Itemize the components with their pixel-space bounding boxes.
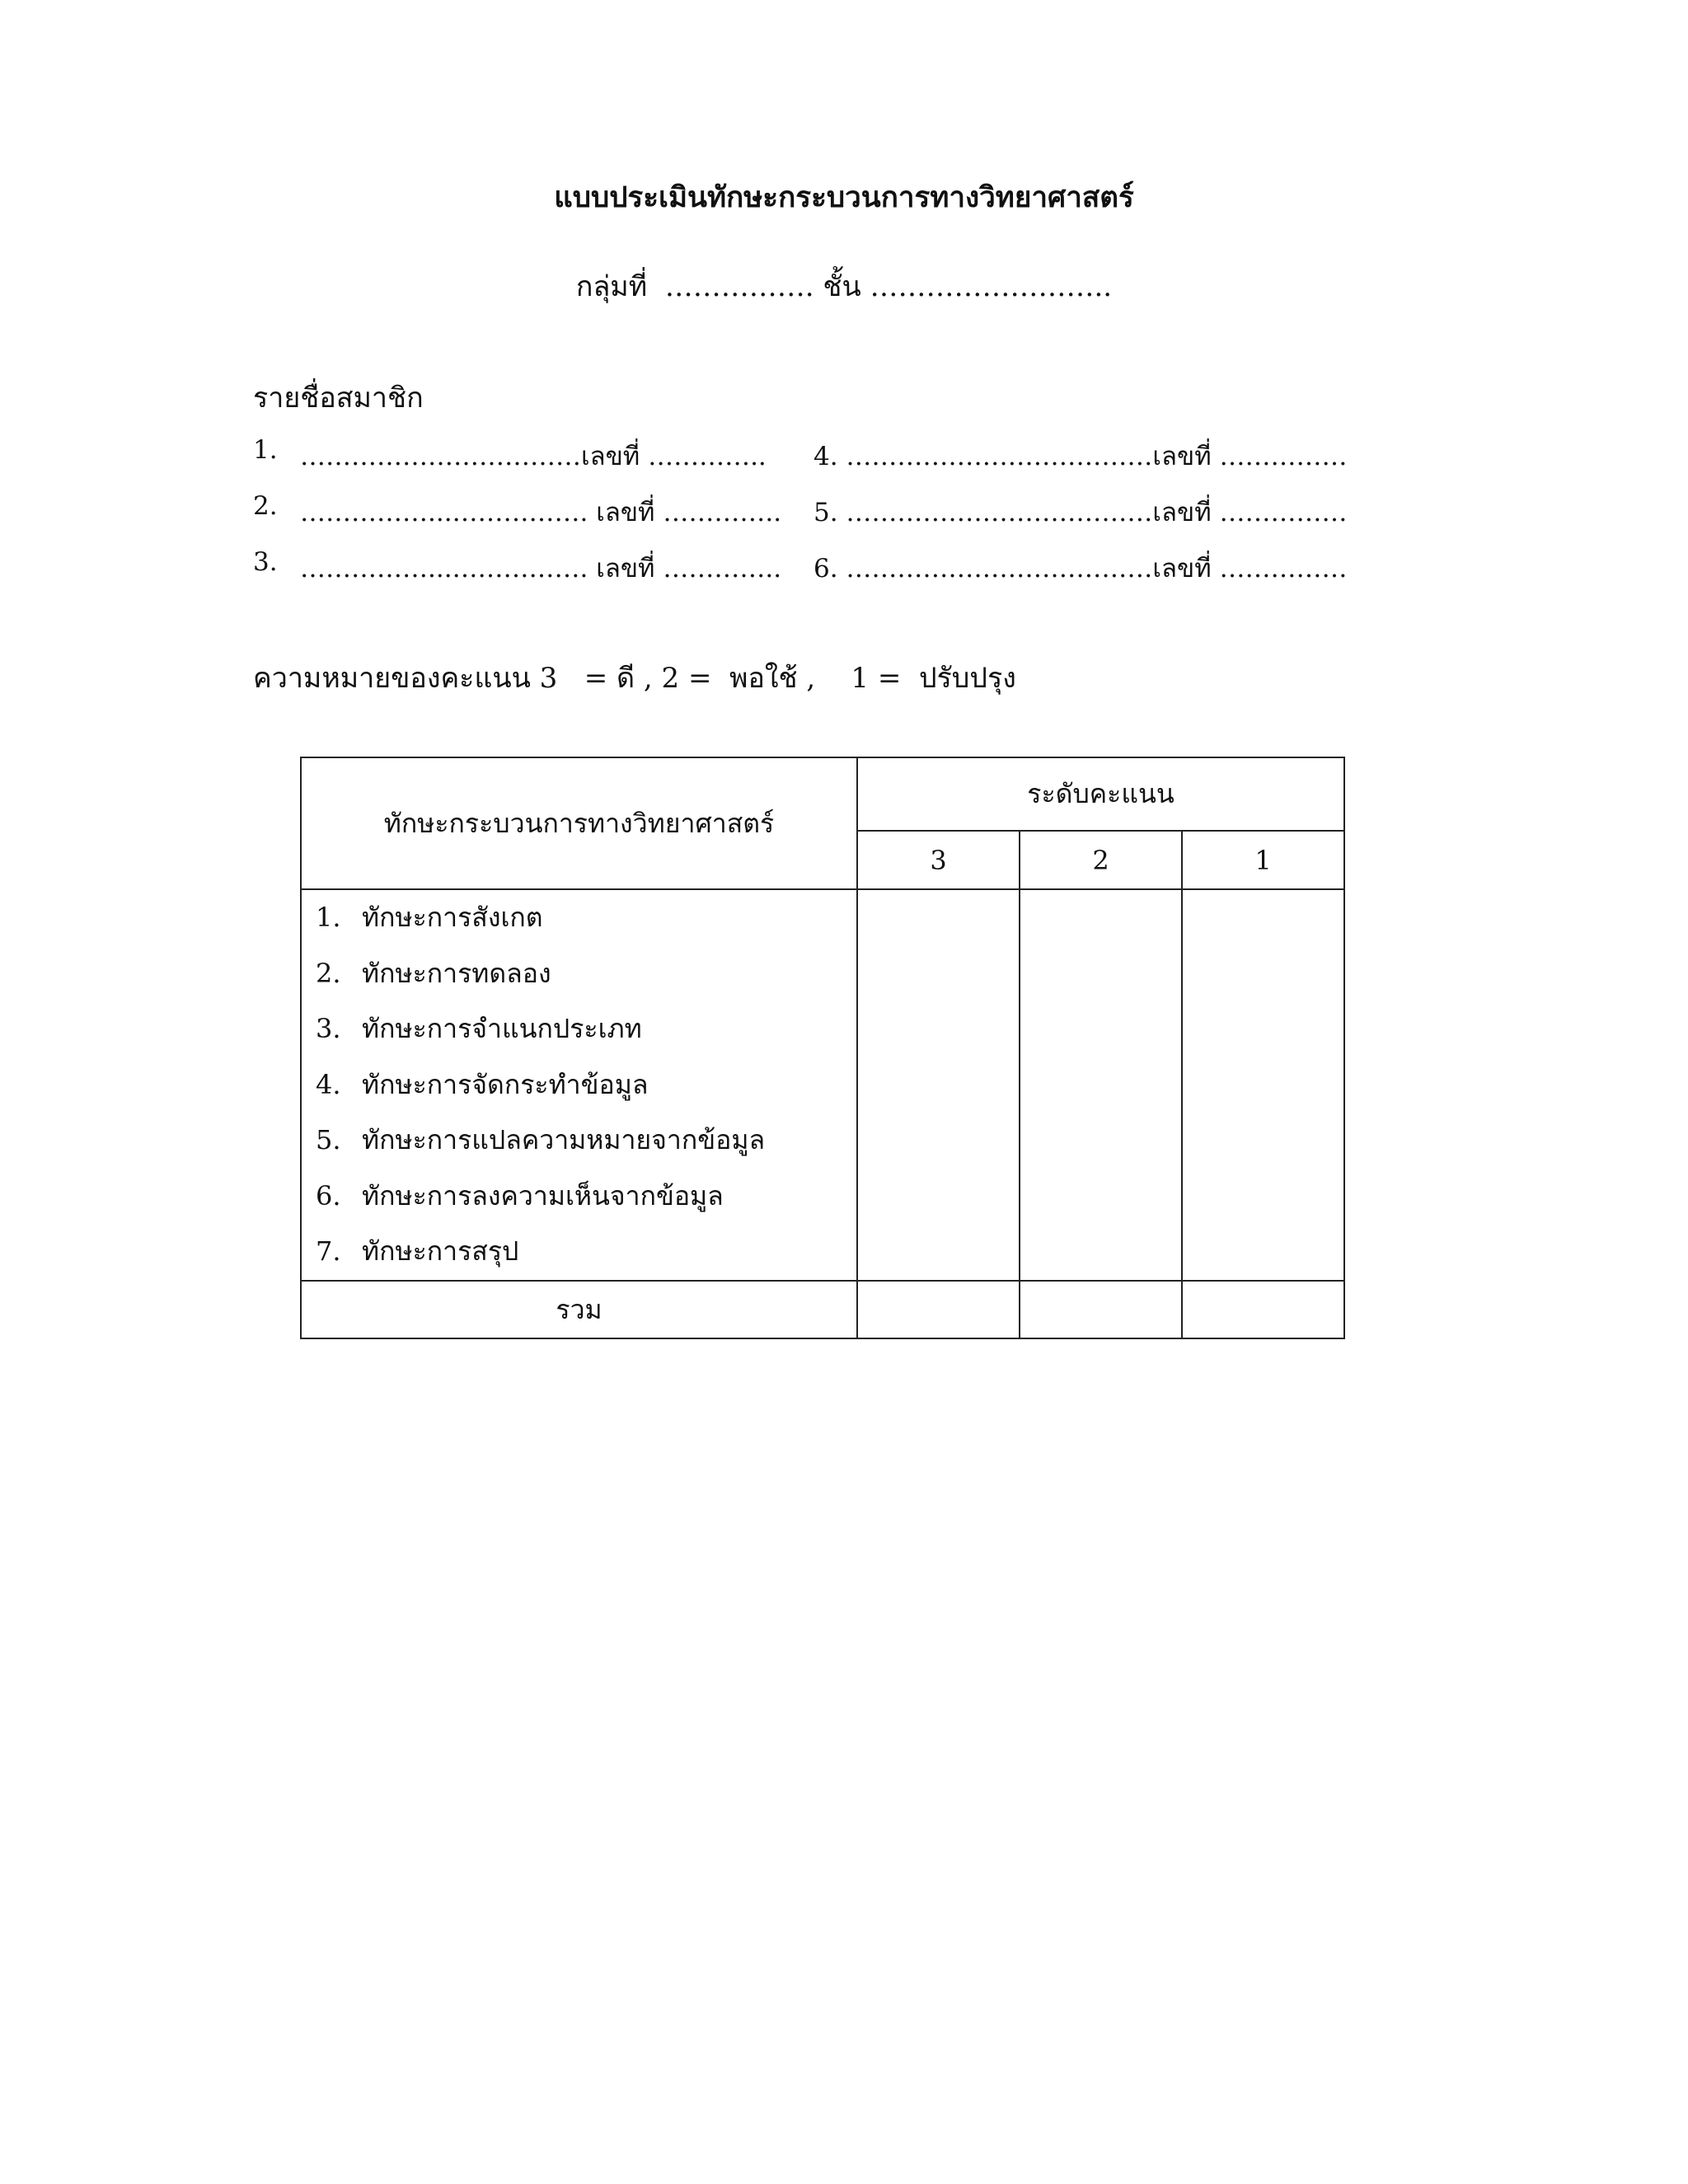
skill-item — [302, 1057, 856, 1113]
score-level-1-header: 1 — [1182, 831, 1344, 889]
skill-number: 4. — [316, 1068, 341, 1100]
total-cell-level-2 — [1020, 1281, 1182, 1338]
member-number: 2. — [253, 491, 278, 521]
assessment-table — [300, 757, 1345, 1339]
skill-label: ทักษะการสรุป — [362, 1235, 519, 1267]
member-number: 3. — [253, 547, 278, 577]
member-name-blank: 4. ………………………………เลขที่ …………… — [814, 442, 1348, 471]
form-title: แบบประเมินทักษะกระบวนการทางวิทยาศาสตร์ — [554, 180, 1134, 214]
total-cell-level-1 — [1182, 1281, 1344, 1338]
member-name-blank: ……………………………เลขที่ ………….. — [300, 442, 767, 471]
member-name-blank: ……………...……………. เลขที่ ………….. — [300, 498, 782, 527]
score-legend: ความหมายของคะแนน 3 = ดี , 2 = พอใช้ , 1 = ปรับปรุง — [253, 662, 1016, 695]
skill-item — [302, 1224, 856, 1280]
member-row — [253, 491, 1407, 532]
score-level-3-header: 3 — [857, 831, 1020, 889]
total-row-label: รวม — [301, 1281, 857, 1338]
skill-item — [302, 946, 856, 1002]
skill-label: ทักษะการทดลอง — [362, 957, 551, 989]
skill-number: 5. — [316, 1124, 341, 1155]
skill-label: ทักษะการสังเกต — [362, 902, 543, 933]
member-row — [253, 547, 1407, 588]
score-cell-level-1 — [1182, 889, 1344, 1281]
skill-label: ทักษะการแปลความหมายจากข้อมูล — [362, 1124, 766, 1155]
member-name-blank: 5. ………………………………เลขที่ …………… — [814, 498, 1348, 527]
members-heading: รายชื่อสมาชิก — [253, 382, 424, 415]
skill-item — [302, 1169, 856, 1225]
skill-number: 3. — [316, 1013, 341, 1044]
skill-column-header: ทักษะกระบวนการทางวิทยาศาสตร์ — [301, 757, 857, 889]
score-cell-level-2 — [1020, 889, 1182, 1281]
skill-item — [302, 1113, 856, 1169]
score-level-header: ระดับคะแนน — [857, 757, 1344, 831]
member-number: 1. — [253, 435, 278, 465]
skill-number: 7. — [316, 1235, 341, 1267]
total-cell-level-3 — [857, 1281, 1020, 1338]
skill-item — [302, 890, 856, 946]
score-level-2-header: 2 — [1020, 831, 1182, 889]
member-row — [253, 435, 1407, 476]
skill-label: ทักษะการลงความเห็นจากข้อมูล — [362, 1179, 724, 1212]
member-name-blank: ……………...……………. เลขที่ ………….. — [300, 554, 782, 583]
member-name-blank: 6. ………………………………เลขที่ …………… — [814, 554, 1348, 583]
skill-number: 1. — [316, 902, 341, 933]
skill-label: ทักษะการจัดกระทำข้อมูล — [362, 1068, 649, 1100]
skill-number: 2. — [316, 957, 341, 989]
skill-number: 6. — [316, 1179, 341, 1212]
skill-item — [302, 1001, 856, 1057]
skills-list-cell — [301, 889, 857, 1281]
score-cell-level-3 — [857, 889, 1020, 1281]
group-class-line: กลุ่มที่ ……………. ชั้น …………………….. — [575, 270, 1113, 303]
skill-label: ทักษะการจำแนกประเภท — [362, 1013, 642, 1044]
